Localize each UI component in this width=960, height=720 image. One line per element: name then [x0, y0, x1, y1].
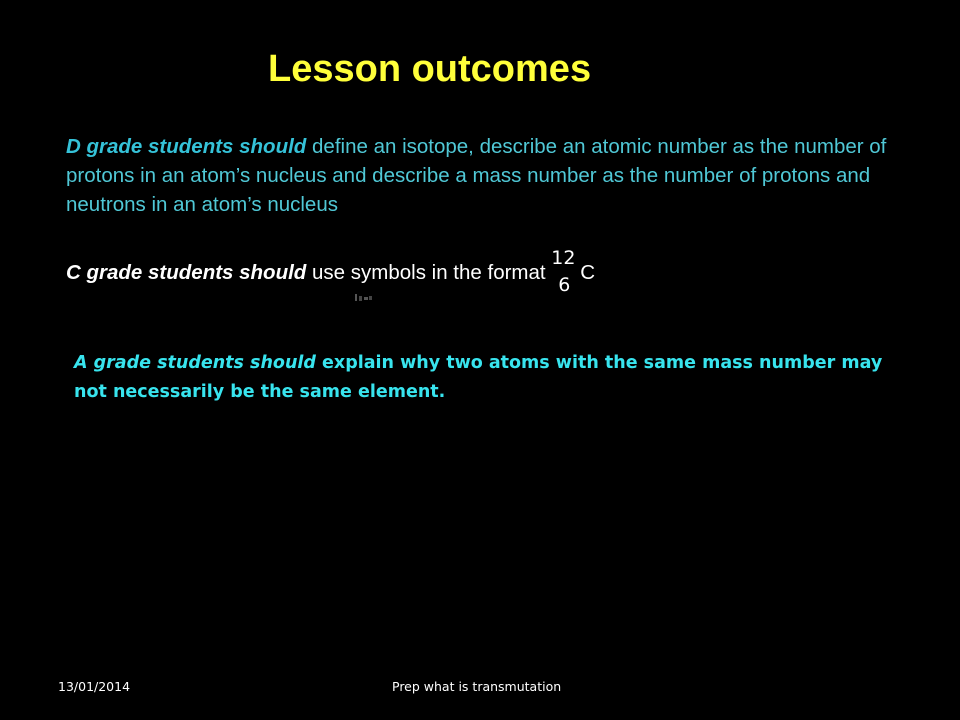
small-equation-artifact-icon	[354, 293, 374, 303]
footer-date: 13/01/2014	[58, 679, 131, 694]
nuclide-mass-number: 12	[551, 247, 576, 269]
footer-caption: Prep what is transmutation	[392, 679, 562, 694]
outcome-a-lead: A grade students should	[74, 353, 316, 373]
outcome-c-lead: C grade students should	[66, 261, 307, 284]
outcome-d-grade	[66, 132, 896, 219]
nuclide-notation	[551, 247, 599, 296]
nuclide-atomic-number: 6	[558, 274, 571, 296]
slide-title: Lesson outcomes	[268, 48, 592, 90]
outcome-c-grade	[66, 247, 766, 296]
outcome-c-text: use symbols in the format	[306, 261, 552, 284]
outcome-a-grade	[74, 349, 904, 407]
outcome-d-lead: D grade students should	[66, 135, 307, 158]
nuclide-symbol: C	[580, 261, 596, 284]
outcome-d-text: define an isotope, describe an atomic number as the number of protons in an atom’s nucleus and describe a mass number as the number of protons and neutrons in an atom’s nucleus	[66, 135, 887, 216]
outcome-a-text: explain why two atoms with the same mass number may not necessarily be the same element.	[74, 353, 883, 402]
